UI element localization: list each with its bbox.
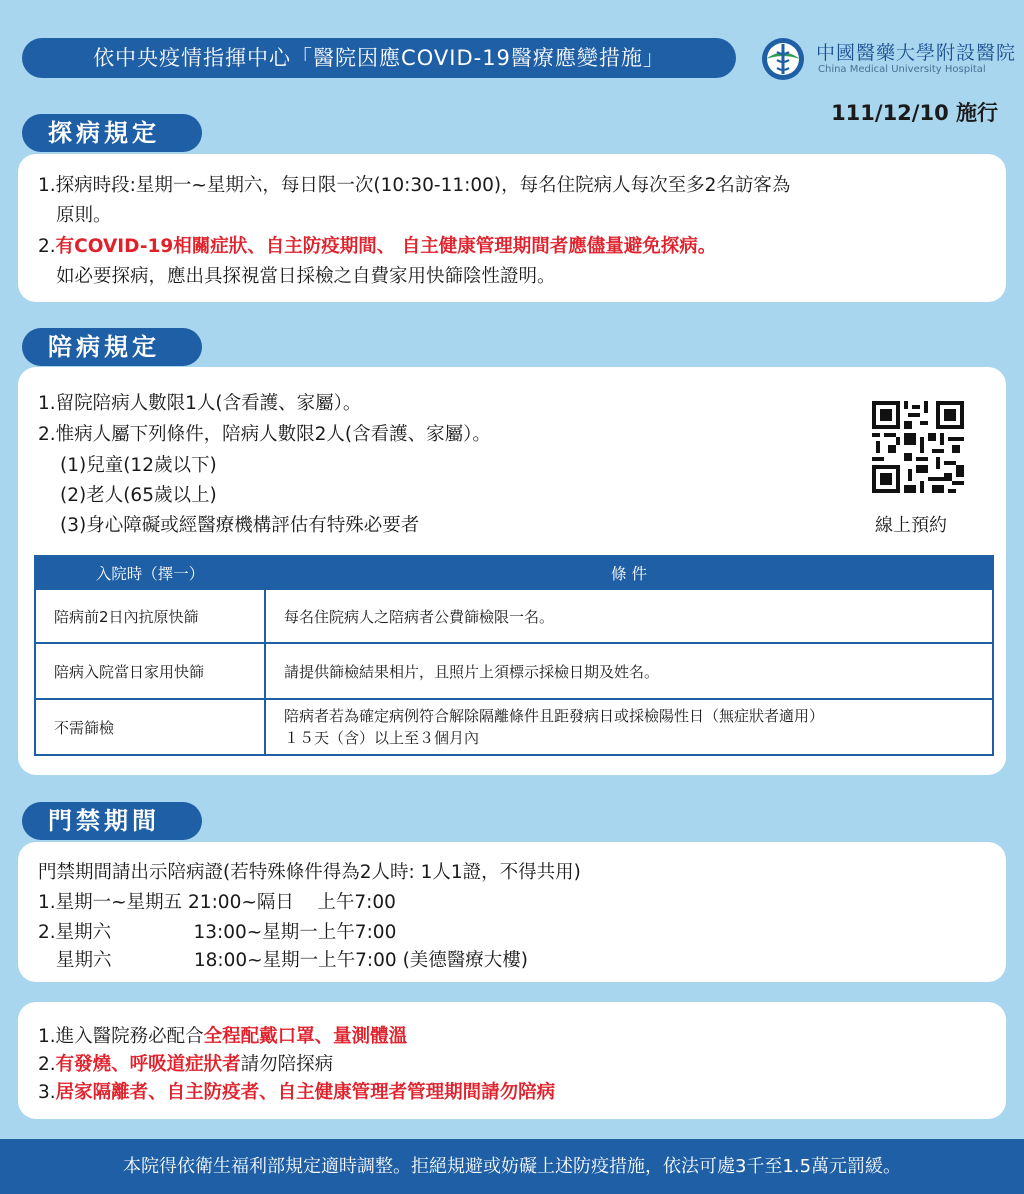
accompany-condition-children: (1)兒童(12歲以下) (60, 455, 217, 476)
hospital-logo (760, 36, 1017, 84)
visiting-line-1-cont: 原則。 (56, 205, 112, 226)
note-1 (38, 1022, 407, 1048)
table-cell-condition: 每名住院病人之陪病者公費篩檢限一名。 (265, 589, 993, 643)
accompany-line-2: 2.惟病人屬下列條件，陪病人數限2人(含看護、家屬）。 (38, 424, 491, 445)
note-3-warning: 居家隔離者、自主防疫者、自主健康管理者管理期間請勿陪病 (55, 1082, 556, 1103)
logo-chinese-name: 中國醫藥大學附設醫院 (816, 42, 1017, 64)
note-2 (38, 1050, 333, 1076)
note-2-warning: 有發燒、呼吸道症狀者 (55, 1054, 241, 1075)
access-line-saturday: 2.星期六 13:00~星期一上午7:00 (38, 922, 397, 943)
effective-date: 111/12/10 施行 (831, 101, 998, 125)
footer-notice: 本院得依衛生福利部規定適時調整。拒絕規避或妨礙上述防疫措施，依法可處3千至1.5萬元罰緩。 (0, 1139, 1024, 1194)
table-header-condition: 條 件 (265, 556, 993, 589)
visiting-line-2-number: 2. (38, 236, 56, 257)
access-line-weekday: 1.星期一~星期五 21:00~隔日 上午7:00 (38, 892, 396, 913)
access-line-saturday-meide: 星期六 18:00~星期一上午7:00 (美德醫療大樓) (56, 950, 529, 971)
logo-english-name: China Medical University Hospital (818, 64, 986, 75)
table-row (35, 589, 993, 643)
visiting-line-2 (38, 232, 716, 258)
access-line-pass: 門禁期間請出示陪病證(若特殊條件得為2人時: 1人1證，不得共用) (38, 862, 581, 883)
table-cell-condition (265, 699, 993, 755)
visiting-line-3: 如必要探病，應出具探視當日採檢之自費家用快篩陰性證明。 (56, 266, 556, 287)
access-section-tab: 門禁期間 (22, 802, 202, 840)
qr-code-icon[interactable] (872, 401, 964, 493)
hospital-emblem-icon (760, 36, 806, 82)
table-row (35, 699, 993, 755)
visiting-card (18, 154, 1006, 302)
note-2-text: 請勿陪探病 (240, 1054, 334, 1075)
table-cell-admission: 不需篩檢 (35, 699, 265, 755)
table-cell-admission: 陪病前2日內抗原快篩 (35, 589, 265, 643)
accompany-condition-elderly: (2)老人(65歲以上) (60, 485, 217, 506)
note-2-number: 2. (38, 1054, 56, 1075)
visiting-line-1: 1.探病時段:星期一~星期六，每日限一次(10:30-11:00)，每名住院病人每次至多2名訪客為 (38, 175, 791, 196)
note-3 (38, 1078, 555, 1104)
table-row (35, 643, 993, 699)
accompany-line-1: 1.留院陪病人數限1人(含看護、家屬）。 (38, 393, 362, 414)
visiting-section-tab: 探病規定 (22, 114, 202, 152)
table-cell-condition-line-2: １５天（含）以上至３個月內 (284, 729, 480, 747)
table-cell-condition: 請提供篩檢結果相片，且照片上須標示採檢日期及姓名。 (265, 643, 993, 699)
note-3-number: 3. (38, 1082, 56, 1103)
screening-table (34, 555, 994, 756)
table-cell-admission: 陪病入院當日家用快篩 (35, 643, 265, 699)
table-header-row (35, 556, 993, 589)
accompany-condition-special: (3)身心障礙或經醫療機構評估有特殊必要者 (60, 515, 420, 536)
table-cell-condition-line-1: 陪病者若為確定病例符合解除隔離條件且距發病日或採檢陽性日（無症狀者適用） (284, 707, 825, 725)
access-card (18, 842, 1006, 982)
accompany-section-tab: 陪病規定 (22, 328, 202, 366)
qr-label-online-booking[interactable]: 線上預約 (875, 515, 947, 536)
table-header-admission: 入院時（擇一） (35, 556, 265, 589)
note-1-warning: 全程配戴口罩、量測體溫 (203, 1026, 408, 1047)
note-1-text: 1.進入醫院務必配合 (38, 1026, 204, 1047)
visiting-line-2-warning: 有COVID-19相關症狀、自主防疫期間、 自主健康管理期間者應儘量避免探病。 (55, 236, 717, 257)
header-title: 依中央疫情指揮中心「醫院因應COVID-19醫療應變措施」 (22, 38, 736, 78)
accompany-card (18, 367, 1006, 775)
notes-card (18, 1002, 1006, 1119)
